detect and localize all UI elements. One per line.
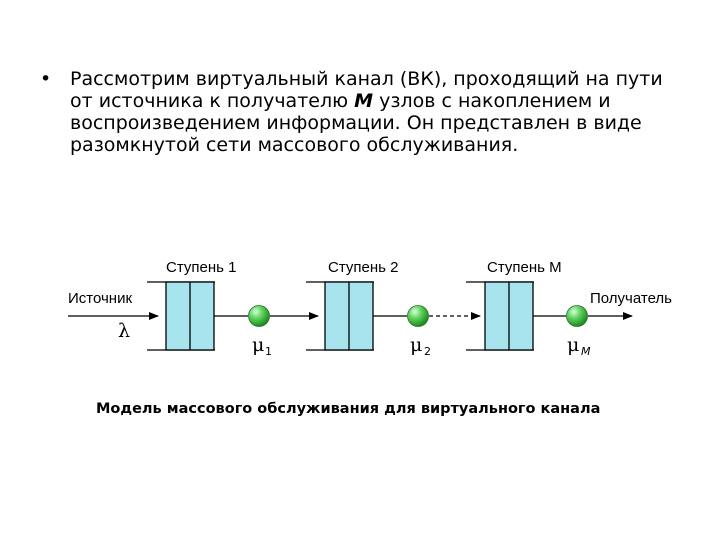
server-ball bbox=[408, 306, 429, 327]
figure-caption: Модель массового обслуживания для виртуального канала bbox=[96, 401, 601, 417]
receiver-label: Получатель bbox=[590, 290, 672, 307]
server-ball bbox=[249, 306, 270, 327]
bullet-dot: • bbox=[40, 68, 52, 90]
stage-label-1: Ступень 1 bbox=[166, 259, 237, 276]
mu-symbol-M: μ bbox=[567, 334, 580, 356]
stage-2 bbox=[306, 282, 480, 358]
stage-1 bbox=[147, 282, 318, 358]
lambda-symbol: λ bbox=[118, 320, 131, 342]
source-label: Источник bbox=[68, 290, 133, 307]
bullet-text-part1: Рассмотрим виртуальный канал (ВК), проходящий на пути от источника к получателю bbox=[70, 68, 663, 112]
stage-label-M: Ступень M bbox=[487, 259, 562, 276]
stage-label-2: Ступень 2 bbox=[328, 259, 399, 276]
bullet-text-part2: узлов с накоплением и воспроизведением информации. Он представлен в виде разомкнутой сети массового обслуживания. bbox=[70, 90, 642, 156]
mu-subscript-M: M bbox=[581, 345, 591, 358]
mu-symbol-2: μ bbox=[410, 334, 423, 356]
mu-symbol-1: μ bbox=[252, 334, 265, 356]
mu-subscript-2: 2 bbox=[424, 345, 431, 358]
bullet-emphasis: M bbox=[354, 90, 374, 112]
server-ball bbox=[567, 306, 588, 327]
mu-subscript-1: 1 bbox=[265, 345, 272, 358]
